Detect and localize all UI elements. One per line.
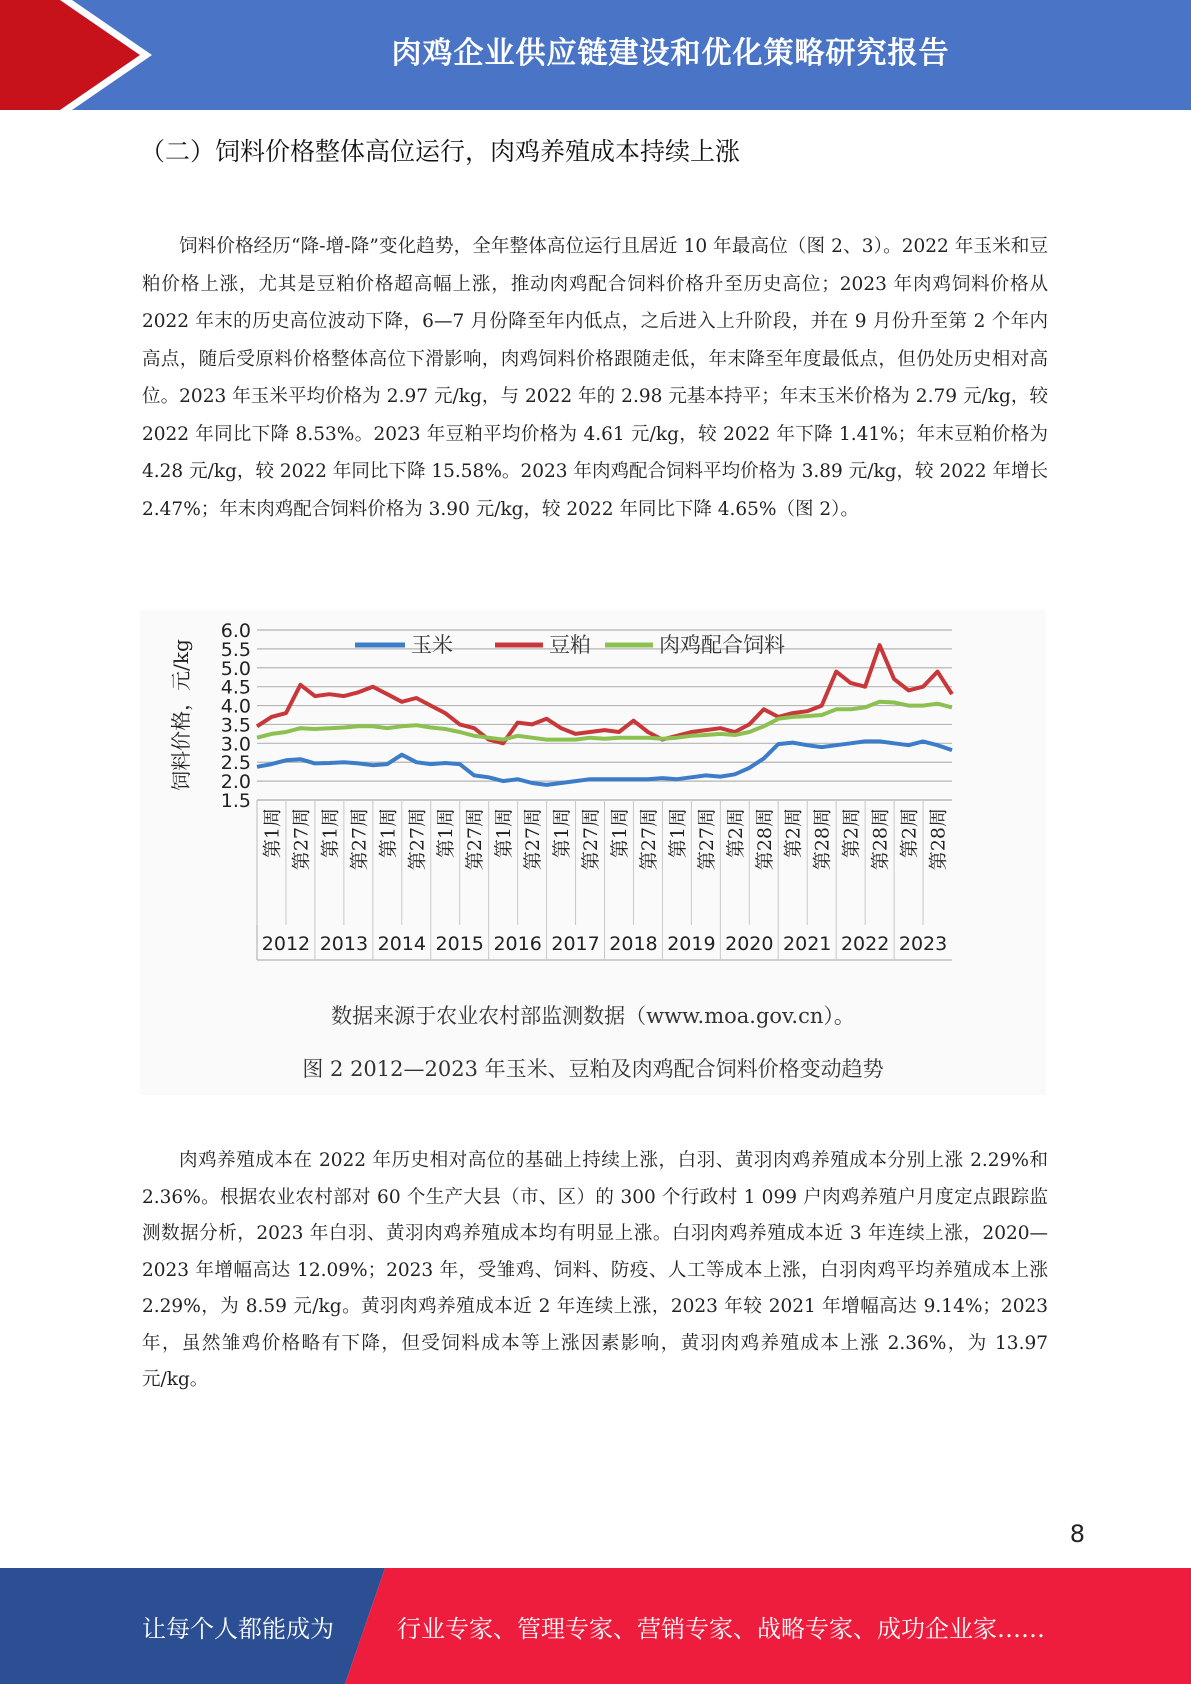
x-week-label: 第1周 bbox=[435, 808, 458, 859]
y-tick-label: 3.0 bbox=[220, 733, 251, 756]
x-year-label: 2014 bbox=[377, 933, 426, 955]
header-chevron-decoration bbox=[0, 0, 160, 110]
y-tick-label: 2.5 bbox=[220, 752, 251, 775]
x-week-label: 第1周 bbox=[377, 808, 400, 859]
x-week-label: 第28周 bbox=[753, 808, 776, 871]
page-footer bbox=[0, 1568, 1191, 1684]
series-line-3 bbox=[257, 702, 952, 740]
figure-caption: 图 2 2012—2023 年玉米、豆粕及肉鸡配合饲料价格变动趋势 bbox=[302, 1057, 884, 1081]
report-title: 肉鸡企业供应链建设和优化策略研究报告 bbox=[391, 36, 950, 71]
x-week-label: 第27周 bbox=[406, 808, 429, 871]
x-year-label: 2023 bbox=[898, 933, 948, 955]
y-axis-label: 饲料价格，元/kg bbox=[169, 639, 193, 791]
x-week-label: 第27周 bbox=[637, 808, 660, 871]
paragraph-feed-prices: 饲料价格经历“降-增-降”变化趋势，全年整体高位运行且居近 10 年最高位（图 2、3）。2022 年玉米和豆粕价格上涨，尤其是豆粕价格超高幅上涨，推动肉鸡配合饲料价格升至历史高位；2023 年肉鸡饲料价格从 2022 年末的历史高位波动下降，6—7 月份降至年内低点，之后进入上升阶段，并在 9 月份升至第 2 个年内高点，随后受原料价格整体高位下滑影响，肉鸡饲料价格跟随走低，年末降至年度最低点，但仍处历史相对高位。2023 年玉米平均价格为 2.97 元/kg，与 2022 年的 2.98 元基本持平；年末玉米价格为 2.79 元/kg，较 2022 年同比下降 8.53%。2023 年豆粕平均价格为 4.61 元/kg，较 2022 年下降 1.41%；年末豆粕价格为 4.28 元/kg，较 2022 年同比下降 15.58%。2023 年肉鸡配合饲料平均价格为 3.89 元/kg，较 2022 年增长 2.47%；年末肉鸡配合饲料价格为 3.90 元/kg，较 2022 年同比下降 4.65%（图 2）。 bbox=[142, 236, 1048, 520]
x-week-label: 第2周 bbox=[840, 808, 863, 859]
page-number: 8 bbox=[1069, 1520, 1085, 1548]
y-tick-label: 1.5 bbox=[220, 790, 251, 812]
feed-price-line-chart bbox=[140, 610, 1046, 990]
x-week-label: 第27周 bbox=[290, 808, 313, 871]
x-week-label: 第27周 bbox=[348, 808, 371, 871]
x-week-label: 第2周 bbox=[898, 808, 921, 859]
y-tick-label: 2.0 bbox=[220, 771, 251, 794]
y-tick-label: 5.5 bbox=[220, 638, 251, 661]
footer-slogan-right: 行业专家、管理专家、营销专家、战略专家、成功企业家…… bbox=[397, 1614, 1045, 1643]
paragraph-farming-costs: 肉鸡养殖成本在 2022 年历史相对高位的基础上持续上涨，白羽、黄羽肉鸡养殖成本分别上涨 2.29%和 2.36%。根据农业农村部对 60 个生产大县（市、区）的 300 个行政村 1 099 户肉鸡养殖户月度定点跟踪监测数据分析，2023 年白羽、黄羽肉鸡养殖成本均有明显上涨。白羽肉鸡养殖成本近 3 年连续上涨，2020—2023 年增幅高达 12.09%；2023 年，受雏鸡、饲料、防疫、人工等成本上涨，白羽肉鸡平均养殖成本上涨 2.29%，为 8.59 元/kg。黄羽肉鸡养殖成本近 2 年连续上涨，2023 年较 2021 年增幅高达 9.14%；2023 年，虽然雏鸡价格略有下降，但受饲料成本等上涨因素影响，黄羽肉鸡养殖成本上涨 2.36%，为 13.97 元/kg。 bbox=[142, 1150, 1048, 1390]
x-year-label: 2012 bbox=[261, 933, 311, 955]
x-week-label: 第28周 bbox=[927, 808, 950, 871]
x-week-label: 第27周 bbox=[522, 808, 545, 871]
figure-2 bbox=[140, 610, 1046, 1095]
y-tick-label: 5.0 bbox=[220, 657, 251, 680]
x-year-label: 2021 bbox=[783, 933, 832, 955]
legend-label: 豆粕 bbox=[549, 633, 591, 657]
x-week-label: 第1周 bbox=[666, 808, 689, 859]
x-week-label: 第28周 bbox=[811, 808, 834, 871]
x-week-label: 第2周 bbox=[724, 808, 747, 859]
x-year-label: 2017 bbox=[551, 933, 600, 955]
x-week-label: 第27周 bbox=[695, 808, 718, 871]
x-year-label: 2013 bbox=[319, 933, 369, 955]
x-year-label: 2015 bbox=[435, 933, 484, 955]
x-year-label: 2022 bbox=[840, 933, 890, 955]
legend-label: 肉鸡配合饲料 bbox=[659, 633, 785, 657]
series-line-1 bbox=[257, 741, 952, 785]
x-week-label: 第27周 bbox=[580, 808, 603, 871]
x-week-label: 第1周 bbox=[608, 808, 631, 859]
x-week-label: 第28周 bbox=[869, 808, 892, 871]
page-header bbox=[0, 0, 1191, 110]
y-tick-label: 3.5 bbox=[220, 714, 251, 737]
y-tick-label: 4.0 bbox=[220, 695, 251, 718]
y-tick-label: 4.5 bbox=[220, 676, 251, 699]
x-year-label: 2020 bbox=[725, 933, 774, 955]
x-week-label: 第1周 bbox=[319, 808, 342, 859]
legend-label: 玉米 bbox=[411, 633, 453, 657]
x-week-label: 第27周 bbox=[464, 808, 487, 871]
x-year-label: 2016 bbox=[493, 933, 542, 955]
x-year-label: 2019 bbox=[667, 933, 716, 955]
x-week-label: 第2周 bbox=[782, 808, 805, 859]
footer-slogan-left: 让每个人都能成为 bbox=[142, 1614, 334, 1643]
series-line-2 bbox=[257, 645, 952, 743]
x-week-label: 第1周 bbox=[261, 808, 284, 859]
y-tick-label: 6.0 bbox=[220, 620, 251, 642]
section-title: （二）饲料价格整体高位运行，肉鸡养殖成本持续上涨 bbox=[140, 137, 741, 166]
figure-source-note: 数据来源于农业农村部监测数据（www.moa.gov.cn）。 bbox=[331, 1004, 855, 1028]
x-year-label: 2018 bbox=[609, 933, 658, 955]
x-week-label: 第1周 bbox=[551, 808, 574, 859]
x-week-label: 第1周 bbox=[493, 808, 516, 859]
